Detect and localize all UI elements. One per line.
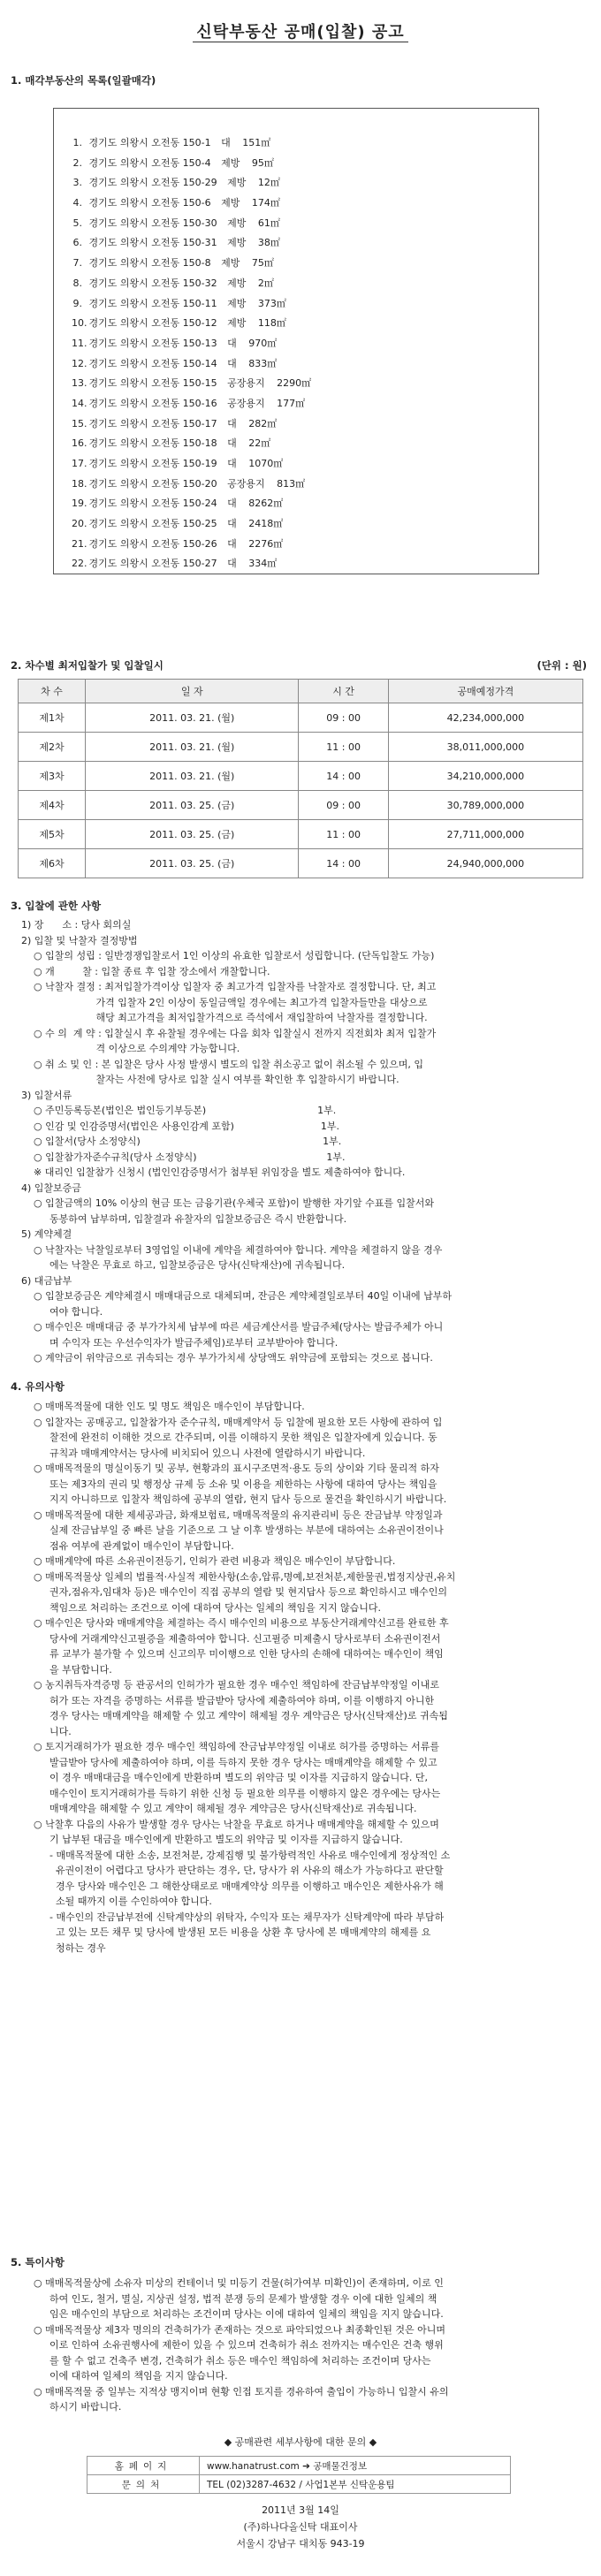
text-line: 가격 입찰자 2인 이상이 동일금액일 경우에는 최고가격 입찰자들만을 대상으로 <box>49 996 428 1008</box>
text-line: 며 수익자 또는 우선수익자가 발급주체임)로부터 교부받아야 합니다. <box>49 1336 339 1349</box>
property-use: 대 <box>221 137 231 148</box>
text-line: 규칙과 매매계약서는 당사에 비치되어 있으니 사전에 열람하시기 바랍니다. <box>49 1447 366 1459</box>
text-line: 이로 인하여 소유권행사에 제한이 있을 수 있으며 건축허가 취소 전까지는 매수인은 건축 행위 <box>49 2339 444 2351</box>
schedule-cell: 11 : 00 <box>299 733 388 762</box>
property-area: 833㎡ <box>248 357 278 369</box>
text-line: - 매매목적물에 대한 소송, 보전처분, 강제집행 및 불가항력적인 사유로 매수인에게 정상적인 소 <box>49 1849 451 1861</box>
property-n: 4. <box>72 197 82 209</box>
schedule-cell: 27,711,000,000 <box>388 820 582 849</box>
property-n: 15. <box>72 417 87 429</box>
property-n: 5. <box>72 217 82 229</box>
schedule-cell: 14 : 00 <box>299 849 388 878</box>
property-loc: 경기도 의왕시 오전동 150-30 <box>88 217 217 229</box>
property-item <box>72 454 538 475</box>
schedule-cell: 제1차 <box>19 703 86 733</box>
text-line: 매매계약을 해제할 수 있고 계약이 해제될 경우 계약금은 당사(신탁재산)로 귀속됩니다. <box>49 1803 417 1814</box>
property-list <box>54 109 538 574</box>
property-loc: 경기도 의왕시 오전동 150-26 <box>88 537 217 550</box>
property-use: 제방 <box>227 277 247 289</box>
schedule-cell: 42,234,000,000 <box>388 703 582 733</box>
property-n: 13. <box>72 377 87 390</box>
property-use: 제방 <box>221 257 240 270</box>
property-area: 22㎡ <box>248 437 271 450</box>
text-line: 소될 때까지 이를 수인하여야 합니다. <box>49 1896 212 1907</box>
company-name: (주)하나다올신탁 대표이사 <box>243 2521 358 2533</box>
text-line: 2) 입찰 및 낙찰자 결정방법 <box>21 934 138 946</box>
text-line: ○ 입찰자는 공매공고, 입찰참가자 준수규칙, 매매계약서 등 입찰에 필요한 모든 사항에 관하여 입 <box>34 1416 443 1428</box>
property-use: 대 <box>227 498 237 510</box>
text-line: ○ 주민등록등본(법인은 법인등기부등본) 1부. <box>34 1105 337 1116</box>
text-line: ○ 인감 및 인감증명서(법인은 사용인감계 포함) 1부. <box>34 1120 339 1132</box>
property-use: 대 <box>227 518 237 530</box>
property-use: 공장용지 <box>227 477 265 490</box>
text-line: 지지 아니하므로 입찰자 책임하에 공부의 열람, 현지 답사 등으로 물건을 확인하시기 바랍니다. <box>49 1493 447 1505</box>
text-line: ○ 입찰참가자준수규칙(당사 소정양식) 1부. <box>34 1151 346 1163</box>
property-use: 대 <box>227 437 237 450</box>
property-item <box>72 434 538 454</box>
schedule-header-cell: 공매예정가격 <box>388 680 582 703</box>
text-line: 하시기 바랍니다. <box>49 2401 122 2413</box>
property-loc: 경기도 의왕시 오전동 150-4 <box>88 156 211 169</box>
property-loc: 경기도 의왕시 오전동 150-19 <box>88 458 217 469</box>
text-line: 발급받아 당사에 제출하여야 하며, 이를 득하지 못한 경우 당사는 매매계약을 해제할 수 있고 <box>49 1756 437 1768</box>
property-use: 대 <box>227 417 237 429</box>
company-address: 서울시 강남구 대치동 943-19 <box>236 2538 365 2549</box>
schedule-cell: 2011. 03. 25. (금) <box>86 820 299 849</box>
notice-date: 2011년 3월 14일 <box>262 2504 339 2516</box>
property-item <box>72 233 538 254</box>
text-line: 하여 인도, 철거, 멸실, 지상권 설정, 법적 분쟁 등의 문제가 발생할 경우 이에 대한 일체의 책 <box>49 2292 437 2305</box>
text-line: ○ 매매목적물 중 일부는 지적상 맹지이며 현황 인접 토지를 경유하여 출입이 가능하니 입찰시 유의 <box>34 2385 449 2397</box>
property-n: 12. <box>72 357 87 369</box>
text-line: 점유 여부에 관계없이 매수인이 부담합니다. <box>49 1539 234 1552</box>
text-line: 이 경우 매매대금을 매수인에게 반환하며 별도의 위약금 및 이자를 지급하지 않습니다. 단, <box>49 1772 428 1783</box>
property-item <box>72 374 538 394</box>
property-item <box>72 394 538 414</box>
property-item <box>72 154 538 174</box>
property-item <box>72 494 538 514</box>
contact-value: TEL (02)3287-4632 / 사업1본부 신탁운용팀 <box>200 2475 511 2494</box>
schedule-cell: 34,210,000,000 <box>388 762 582 791</box>
text-line: 또는 제3자의 권리 및 행정상 규제 등 소유 및 이용을 제한하는 사항에 대하여 당사는 책임을 <box>49 1478 437 1490</box>
text-line: 당사에 거래계약신고필증을 제출하여야 합니다. 신고필증 미제출시 당사로부터 소유권이전서 <box>49 1632 441 1645</box>
text-line: ○ 개 찰 : 입찰 종료 후 입찰 장소에서 개찰합니다. <box>34 965 270 977</box>
text-line: - 매수인의 잔금납부전에 신탁계약상의 위탁자, 수익자 또는 채무자가 신탁계약에 따라 부담하 <box>49 1911 445 1923</box>
property-n: 2. <box>72 156 82 169</box>
text-line: 이에 대하여 일체의 책임을 지지 않습니다. <box>49 2370 228 2382</box>
text-line: ○ 농지취득자격증명 등 관공서의 인허가가 필요한 경우 매수인 책임하에 잔금납부약정일 이내로 <box>34 1679 439 1691</box>
text-line: ○ 입찰서(당사 소정양식) 1부. <box>34 1136 342 1147</box>
text-line: 경우 당사는 매매계약을 해제할 수 있고 계약이 해제될 경우 계약금은 당사(신탁재산)로 귀속됩 <box>49 1710 448 1721</box>
property-loc: 경기도 의왕시 오전동 150-18 <box>88 437 217 450</box>
text-line: 고 있는 모든 채무 및 당사에 발생된 모든 비용을 상환 후 당사에 본 매매계약의 해제를 요 <box>49 1926 431 1938</box>
property-area: 2290㎡ <box>277 377 312 390</box>
text-line: 니다. <box>49 1725 72 1737</box>
text-line: 책임으로 처리하는 조건으로 이에 대하여 당사는 일체의 책임을 지지 않습니다. <box>49 1601 381 1614</box>
homepage-link[interactable]: www.hanatrust.com ➔ 공매물건정보 <box>200 2457 511 2475</box>
property-area: 8262㎡ <box>248 498 284 510</box>
property-use: 대 <box>227 458 237 469</box>
schedule-cell: 09 : 00 <box>299 703 388 733</box>
text-line: 를 할 수 없고 건축주 변경, 건축허가 취소 등은 매수인 책임하에 처리하는 조건이며 당사는 <box>49 2354 431 2367</box>
property-n: 1. <box>72 137 82 148</box>
text-line: 기 납부된 대금을 매수인에게 반환하고 별도의 위약금 및 이자를 지급하지 않습니다. <box>49 1834 403 1845</box>
property-use: 대 <box>227 537 237 550</box>
property-use: 제방 <box>221 156 240 169</box>
property-n: 17. <box>72 458 87 469</box>
schedule-row <box>19 849 583 878</box>
schedule-header-cell: 시 간 <box>299 680 388 703</box>
property-item <box>72 314 538 334</box>
text-line: 매수인이 토지거래허가를 득하기 위한 신청 등 필요한 의무를 이행하지 않은 경우에는 당사는 <box>49 1787 441 1799</box>
unit-label: (단위 : 원) <box>536 659 587 672</box>
property-area: 61㎡ <box>257 217 280 229</box>
text-line: 여야 합니다. <box>49 1305 103 1318</box>
schedule-cell: 제3차 <box>19 762 86 791</box>
text-line: ○ 입찰금액의 10% 이상의 현금 또는 금융기관(우체국 포함)이 발행한 자기앞 수표를 입찰서와 <box>34 1197 434 1209</box>
property-use: 제방 <box>227 237 247 249</box>
text-line: ○ 매매목적물에 대한 인도 및 명도 책임은 매수인이 부담합니다. <box>34 1401 305 1412</box>
property-loc: 경기도 의왕시 오전동 150-24 <box>88 498 217 510</box>
text-line: ○ 매매목적물상 일체의 법률적·사실적 제한사항(소송,압류,명예,보전처분,제한물권,법정지상권,유치 <box>34 1570 456 1583</box>
schedule-cell: 제4차 <box>19 791 86 820</box>
inquiry-intro: ◆ 공매관련 세부사항에 대한 문의 ◆ <box>224 2436 377 2448</box>
property-use: 대 <box>227 357 237 369</box>
property-use: 제방 <box>227 317 247 330</box>
text-line: 5) 계약체결 <box>21 1228 72 1240</box>
property-n: 6. <box>72 237 82 249</box>
property-area: 174㎡ <box>251 197 280 209</box>
schedule-table <box>18 679 583 878</box>
property-n: 19. <box>72 498 87 510</box>
property-area: 813㎡ <box>277 477 306 490</box>
property-area: 2276㎡ <box>248 537 284 550</box>
schedule-row <box>19 820 583 849</box>
property-area: 970㎡ <box>248 337 278 349</box>
schedule-cell: 24,940,000,000 <box>388 849 582 878</box>
schedule-cell: 2011. 03. 21. (월) <box>86 762 299 791</box>
section-2-heading: 2. 차수별 최저입찰가 및 입찰일시 <box>11 659 164 672</box>
property-n: 21. <box>72 537 87 550</box>
text-line: ○ 매수인은 당사와 매매계약을 체결하는 즉시 매수인의 비용으로 부동산거래계약신고를 완료한 후 <box>34 1617 449 1629</box>
property-item <box>72 475 538 495</box>
text-line: 류 교부가 불가할 수 있으며 신고의무 미이행으로 인한 당사의 손해에 대하여는 매수인이 책임 <box>49 1648 444 1660</box>
property-n: 7. <box>72 257 82 270</box>
text-line: 6) 대금납부 <box>21 1274 72 1287</box>
property-use: 대 <box>227 558 237 570</box>
property-loc: 경기도 의왕시 오전동 150-11 <box>88 297 217 309</box>
contact-key: 문의처 <box>87 2475 200 2494</box>
text-line: ○ 매매목적물의 명실이동기 및 공부, 현황과의 표시구조면적·용도 등의 상이와 기타 물리적 하자 <box>34 1463 439 1474</box>
section-4-heading: 4. 유의사항 <box>11 1380 65 1393</box>
property-area: 95㎡ <box>251 156 274 169</box>
property-n: 9. <box>72 297 82 309</box>
property-item <box>72 414 538 435</box>
schedule-cell: 09 : 00 <box>299 791 388 820</box>
text-line: ○ 낙찰자 결정 : 최저입찰가격이상 입찰자 중 최고가격 입찰자를 낙찰자로 결정합니다. 단, 최고 <box>34 981 437 992</box>
property-n: 14. <box>72 397 87 409</box>
text-line: 임은 매수인의 부담으로 처리하는 조건이며 당사는 이에 대하여 일체의 책임을 지지 않습니다. <box>49 2308 444 2320</box>
property-item <box>72 514 538 535</box>
text-line: ○ 매매계약에 따른 소유권이전등기, 인허가 관련 비용과 책임은 매수인이 부담합니다. <box>34 1555 396 1567</box>
property-use: 공장용지 <box>227 397 265 409</box>
property-loc: 경기도 의왕시 오전동 150-6 <box>88 197 211 209</box>
text-line: 권자,점유자,임대차 등)은 매수인이 직접 공부의 열람 및 현지답사 등으로 확인하시고 매수인의 <box>49 1586 448 1598</box>
text-line: ※ 대리인 입찰참가 신청시 (법인인감증명서가 첨부된 위임장을 별도 제출하여야 합니다. <box>34 1166 406 1178</box>
text-line: 실제 잔금납부일 중 빠른 날을 기준으로 그 날 이후 발생하는 부분에 대하여는 소유권이전이나 <box>49 1524 444 1536</box>
text-line: 에는 낙찰은 무효로 하고, 입찰보증금은 당사(신탁재산)에 귀속됩니다. <box>49 1259 346 1271</box>
text-line: 을 부담합니다. <box>49 1663 112 1676</box>
schedule-header-cell: 차 수 <box>19 680 86 703</box>
property-area: 12㎡ <box>257 177 280 189</box>
property-area: 177㎡ <box>277 397 306 409</box>
property-loc: 경기도 의왕시 오전동 150-25 <box>88 518 217 530</box>
property-loc: 경기도 의왕시 오전동 150-14 <box>88 357 217 369</box>
text-line: 격 이상으로 수의계약 가능합니다. <box>49 1043 240 1054</box>
property-item <box>72 294 538 315</box>
property-loc: 경기도 의왕시 오전동 150-32 <box>88 277 217 289</box>
page-title: 신탁부동산 공매(입찰) 공고 <box>0 0 601 42</box>
property-loc: 경기도 의왕시 오전동 150-20 <box>88 477 217 490</box>
property-loc: 경기도 의왕시 오전동 150-13 <box>88 337 217 349</box>
property-item <box>72 334 538 354</box>
text-line: ○ 취 소 및 인 : 본 입찰은 당사 사정 발생시 별도의 입찰 취소공고 없이 취소될 수 있으며, 입 <box>34 1058 424 1070</box>
property-use: 공장용지 <box>227 377 265 390</box>
text-line: 유권이전이 어렵다고 당사가 판단하는 경우, 단, 당사가 위 사유의 해소가 가능하다고 판단할 <box>49 1865 444 1876</box>
schedule-header-row <box>19 680 583 703</box>
property-loc: 경기도 의왕시 오전동 150-1 <box>88 137 211 148</box>
schedule-header-cell: 일 자 <box>86 680 299 703</box>
text-line: ○ 계약금이 위약금으로 귀속되는 경우 부가가치세 상당액도 위약금에 포함되는 것으로 봅니다. <box>34 1352 433 1364</box>
property-use: 제방 <box>221 197 240 209</box>
text-line: 청하는 경우 <box>49 1941 106 1954</box>
property-loc: 경기도 의왕시 오전동 150-29 <box>88 177 217 189</box>
schedule-cell: 11 : 00 <box>299 820 388 849</box>
contact-key: 홈페이지 <box>87 2457 200 2475</box>
text-line: ○ 매매목적물에 대한 제세공과금, 화재보험료, 매매목적물의 유지관리비 등은 잔금납부 약정일과 <box>34 1508 443 1521</box>
text-line: ○ 수 의 계 약 : 입찰실시 후 유찰될 경우에는 다음 회차 입찰실시 전까지 직전회차 최저 입찰가 <box>34 1027 437 1039</box>
property-n: 11. <box>72 337 87 349</box>
schedule-row <box>19 762 583 791</box>
schedule-cell: 제5차 <box>19 820 86 849</box>
text-line: ○ 매매목적물상에 소유자 미상의 컨테이너 및 미등기 건물(허가여부 미확인)이 존재하며, 이로 인 <box>34 2277 444 2289</box>
schedule-cell: 2011. 03. 25. (금) <box>86 849 299 878</box>
property-area: 38㎡ <box>257 237 280 249</box>
property-n: 8. <box>72 277 82 289</box>
property-area: 1070㎡ <box>248 458 284 469</box>
text-line: 동봉하여 납부하며, 입찰결과 유찰자의 입찰보증금은 즉시 반환합니다. <box>49 1212 347 1225</box>
text-line: 허가 또는 자격을 증명하는 서류를 발급받아 당사에 제출하여야 하며, 이를 이행하지 아니한 <box>49 1694 435 1706</box>
property-loc: 경기도 의왕시 오전동 150-31 <box>88 237 217 249</box>
schedule-cell: 제6차 <box>19 849 86 878</box>
property-list-box <box>53 108 539 574</box>
section-5-body <box>11 2276 590 2415</box>
property-area: 75㎡ <box>251 257 274 270</box>
schedule-row <box>19 791 583 820</box>
contact-table <box>87 2456 511 2494</box>
text-line: ○ 토지거래허가가 필요한 경우 매수인 책임하에 잔금납부약정일 이내로 허가를 증명하는 서류를 <box>34 1741 439 1752</box>
property-loc: 경기도 의왕시 오전동 150-8 <box>88 257 211 270</box>
contact-row <box>87 2475 511 2494</box>
property-area: 2418㎡ <box>248 518 284 530</box>
schedule-cell: 38,011,000,000 <box>388 733 582 762</box>
property-item <box>72 354 538 375</box>
property-item <box>72 133 538 154</box>
text-line: ○ 입찰보증금은 계약체결시 매매대금으로 대체되며, 잔금은 계약체결일로부터 40일 이내에 납부하 <box>34 1290 452 1302</box>
text-line: ○ 낙찰후 다음의 사유가 발생할 경우 당사는 낙찰을 무효로 하거나 매매계약을 해제할 수 있으며 <box>34 1818 439 1830</box>
text-line: ○ 입찰의 성립 : 일반경쟁입찰로서 1인 이상의 유효한 입찰로서 성립합니다. (단독입찰도 가능) <box>34 950 435 961</box>
schedule-cell: 2011. 03. 21. (월) <box>86 733 299 762</box>
schedule-cell: 14 : 00 <box>299 762 388 791</box>
section-3-body <box>11 917 590 1366</box>
text-line: 4) 입찰보증금 <box>21 1182 81 1194</box>
property-area: 2㎡ <box>257 277 274 289</box>
property-item <box>72 173 538 194</box>
schedule-cell: 2011. 03. 25. (금) <box>86 791 299 820</box>
property-loc: 경기도 의왕시 오전동 150-15 <box>88 377 217 390</box>
property-area: 282㎡ <box>248 417 278 429</box>
property-area: 151㎡ <box>242 137 271 148</box>
property-loc: 경기도 의왕시 오전동 150-16 <box>88 397 217 409</box>
schedule-row <box>19 733 583 762</box>
property-area: 118㎡ <box>257 317 286 330</box>
text-line: 1) 장 소 : 당사 회의실 <box>21 919 132 931</box>
property-n: 22. <box>72 558 87 570</box>
property-n: 10. <box>72 317 87 330</box>
schedule-cell: 30,789,000,000 <box>388 791 582 820</box>
property-n: 3. <box>72 177 82 189</box>
property-loc: 경기도 의왕시 오전동 150-17 <box>88 417 217 429</box>
property-use: 제방 <box>227 177 247 189</box>
property-use: 제방 <box>227 297 247 309</box>
text-line: 경우 당사와 매수인은 그 해한상태로로 매매계약상 의무를 이행하고 매수인은 제한사유가 해 <box>49 1880 444 1892</box>
text-line: 찰자는 사전에 당사로 입찰 실시 여부를 확인한 후 입찰하시기 바랍니다. <box>49 1074 399 1085</box>
property-item <box>72 554 538 574</box>
section-1-heading: 1. 매각부동산의 목록(일괄매각) <box>11 74 156 87</box>
text-line: 3) 입찰서류 <box>21 1089 72 1101</box>
property-n: 18. <box>72 477 87 490</box>
section-4-body <box>11 1399 590 1956</box>
property-item <box>72 194 538 214</box>
text-line: 해당 최고가격을 최저입찰가격으로 즉석에서 재입찰하여 낙찰자를 결정합니다. <box>49 1012 428 1023</box>
text-line: ○ 낙찰자는 낙찰일로부터 3영업일 이내에 계약을 체결하여야 합니다. 계약을 체결하지 않을 경우 <box>34 1243 443 1256</box>
property-loc: 경기도 의왕시 오전동 150-12 <box>88 317 217 330</box>
property-item <box>72 214 538 234</box>
property-item <box>72 254 538 274</box>
text-line: 찰전에 완전히 이해한 것으로 간주되며, 이를 이해하지 못한 책임은 입찰자에게 있습니다. 동 <box>49 1432 437 1443</box>
property-item <box>72 535 538 555</box>
property-n: 16. <box>72 437 87 450</box>
text-line: ○ 매매목적물상 제3자 명의의 건축허가가 존재하는 것으로 파악되었으나 최종확인된 것은 아니며 <box>34 2323 445 2336</box>
property-use: 대 <box>227 337 237 349</box>
text-line: ○ 매수인은 매매대금 중 부가가치세 납부에 따른 세금계산서를 발급주체(당사는 발급주체가 아니 <box>34 1321 444 1333</box>
schedule-row <box>19 703 583 733</box>
schedule-cell: 제2차 <box>19 733 86 762</box>
property-n: 20. <box>72 518 87 530</box>
contact-row <box>87 2457 511 2475</box>
property-item <box>72 274 538 294</box>
schedule-cell: 2011. 03. 21. (월) <box>86 703 299 733</box>
property-use: 제방 <box>227 217 247 229</box>
property-area: 373㎡ <box>257 297 286 309</box>
property-loc: 경기도 의왕시 오전동 150-27 <box>88 558 217 570</box>
section-5-heading: 5. 특이사항 <box>11 2256 65 2268</box>
section-3-heading: 3. 입찰에 관한 사항 <box>11 900 102 912</box>
property-area: 334㎡ <box>248 558 278 570</box>
